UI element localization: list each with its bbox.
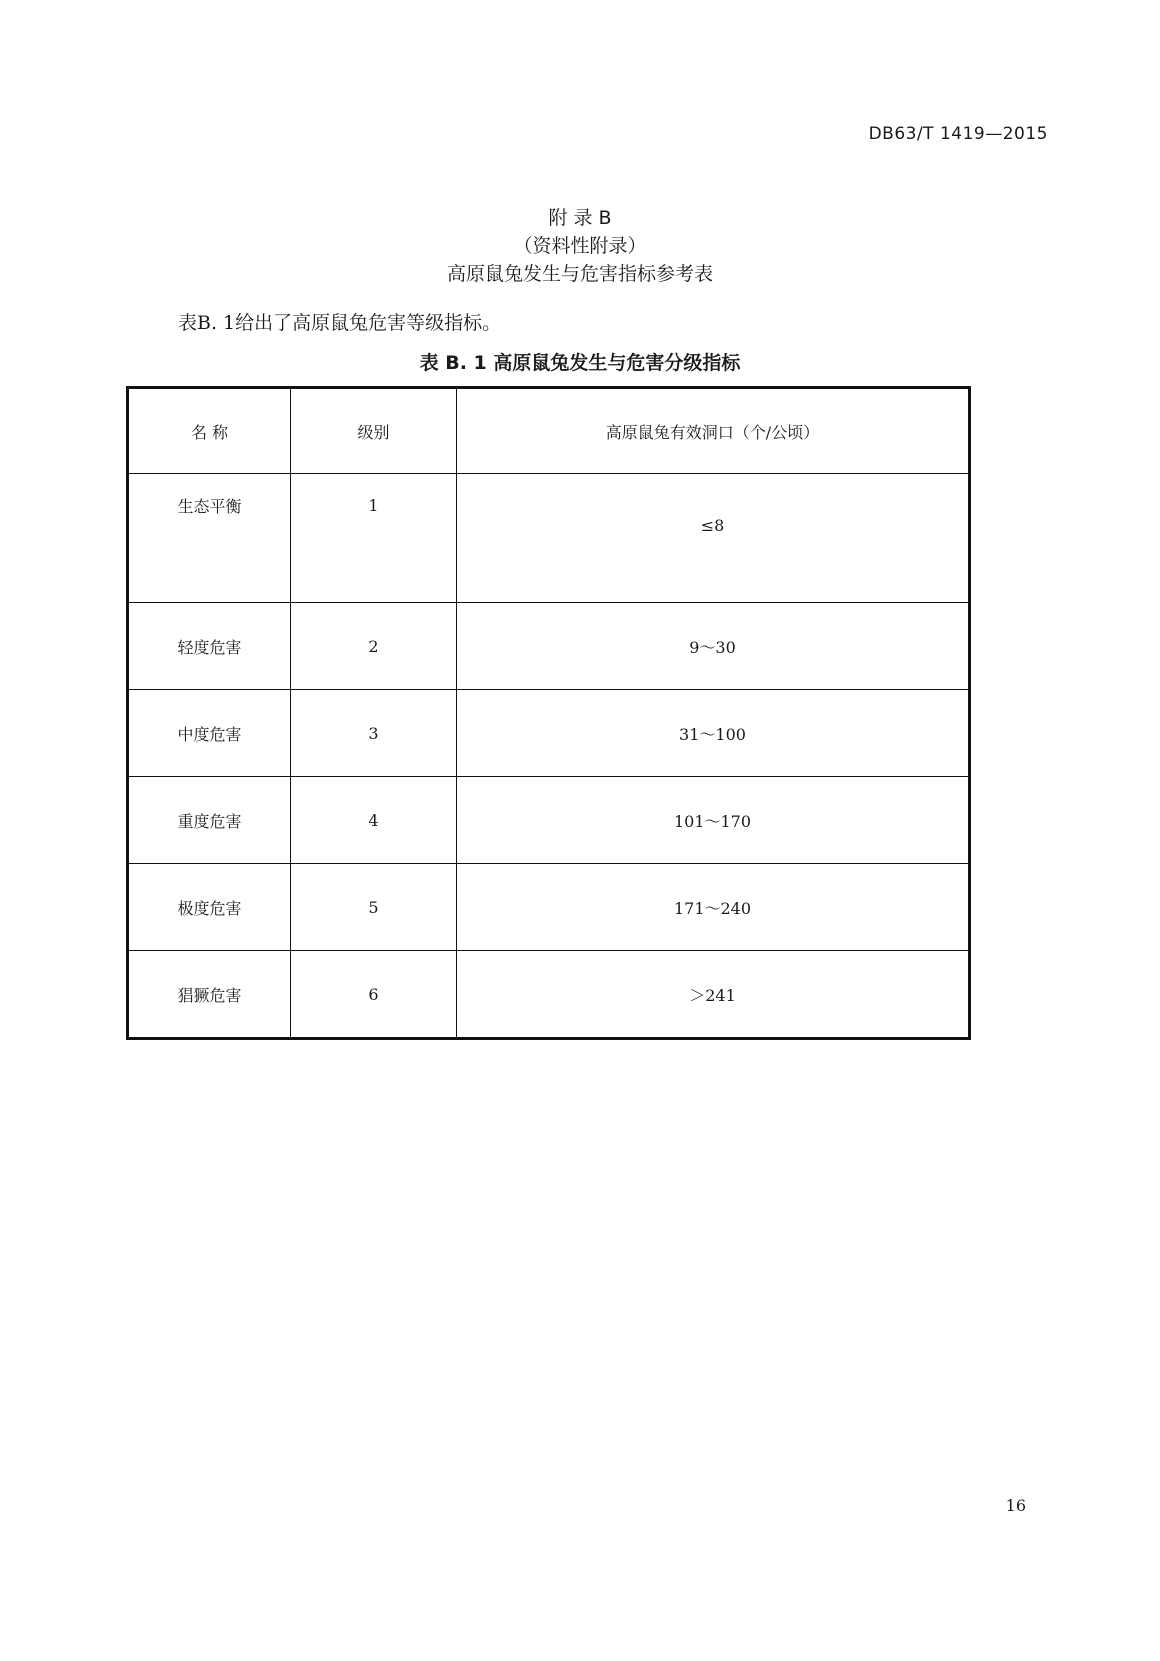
appendix-heading xyxy=(0,204,1160,288)
table-row xyxy=(128,951,970,1039)
hazard-level-table xyxy=(126,386,971,1040)
row-level: 2 xyxy=(291,603,457,690)
row-value: 9～30 xyxy=(457,603,970,690)
table-caption: 表 B. 1 高原鼠兔发生与危害分级指标 xyxy=(419,352,741,374)
row-value: 31～100 xyxy=(457,690,970,777)
row-value: 171～240 xyxy=(457,864,970,951)
row-name: 重度危害 xyxy=(128,777,291,864)
header-level: 级别 xyxy=(291,388,457,474)
appendix-title: 高原鼠兔发生与危害指标参考表 xyxy=(446,263,713,285)
page-number: 16 xyxy=(1005,1496,1026,1515)
row-name: 猖獗危害 xyxy=(128,951,291,1039)
row-level: 6 xyxy=(291,951,457,1039)
row-name: 轻度危害 xyxy=(128,603,291,690)
row-level: 1 xyxy=(291,474,457,603)
row-name: 生态平衡 xyxy=(128,474,291,603)
table-row xyxy=(128,474,970,603)
row-value: ≤8 xyxy=(457,474,970,603)
document-code: DB63/T 1419—2015 xyxy=(868,124,1048,144)
row-level: 5 xyxy=(291,864,457,951)
header-name: 名 称 xyxy=(128,388,291,474)
table-header-row xyxy=(128,388,970,474)
row-level: 3 xyxy=(291,690,457,777)
row-value: ＞241 xyxy=(457,951,970,1039)
header-burrow-count: 高原鼠兔有效洞口（个/公顷） xyxy=(457,388,970,474)
row-value: 101～170 xyxy=(457,777,970,864)
row-name: 极度危害 xyxy=(128,864,291,951)
row-name: 中度危害 xyxy=(128,690,291,777)
intro-paragraph: 表B. 1给出了高原鼠兔危害等级指标。 xyxy=(178,312,502,334)
table-row xyxy=(128,777,970,864)
table-row xyxy=(128,690,970,777)
table-row xyxy=(128,864,970,951)
appendix-type: （资料性附录） xyxy=(513,235,647,257)
table-row xyxy=(128,603,970,690)
appendix-label: 附 录 B xyxy=(548,207,612,229)
row-level: 4 xyxy=(291,777,457,864)
